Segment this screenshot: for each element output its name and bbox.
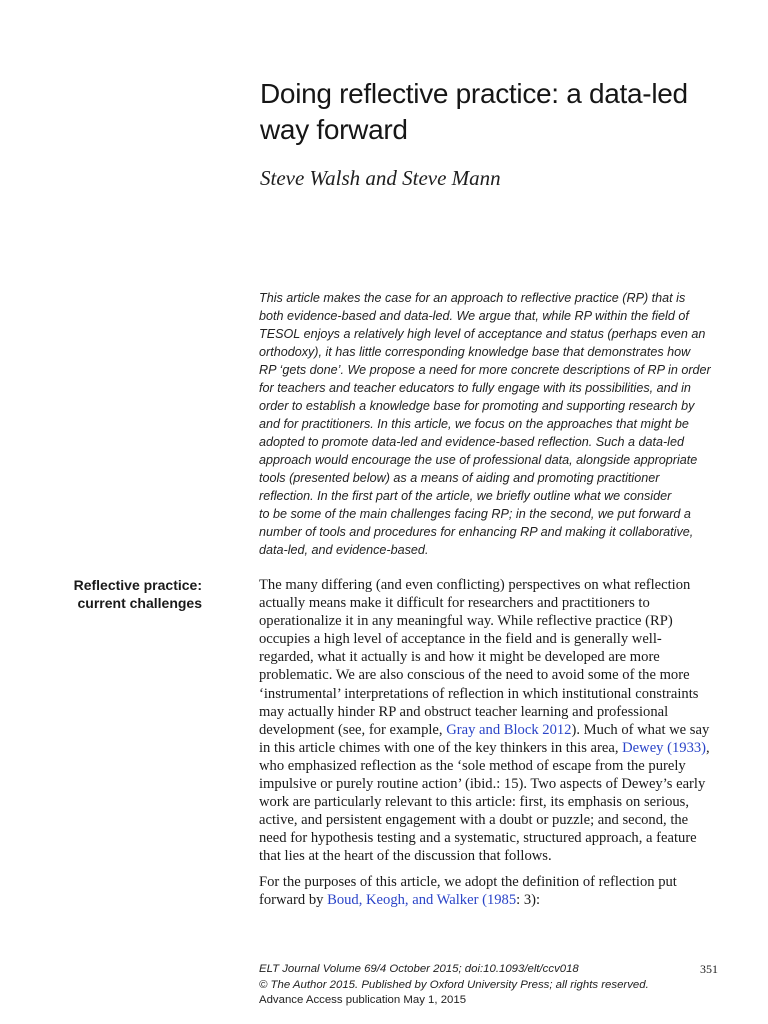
body-paragraph-1 [259, 576, 739, 866]
paragraph-line [259, 891, 739, 909]
abstract-line: approach would encourage the use of professional data, alongside appropriate [259, 453, 698, 467]
abstract-line: orthodoxy), it has little corresponding knowledge base that demonstrates how [259, 345, 691, 359]
abstract [259, 289, 739, 559]
abstract-line: and for practitioners. In this article, we focus on the approaches that might be [259, 417, 689, 431]
abstract-line: RP ‘gets done’. We propose a need for more concrete descriptions of RP in order [259, 363, 711, 377]
abstract-line: both evidence-based and data-led. We argue that, while RP within the field of [259, 309, 689, 323]
abstract-line: tools (presented below) as a means of aiding and promoting practitioner [259, 471, 660, 485]
paragraph-line: operationalize it in any meaningful way. While reflective practice (RP) [259, 613, 673, 630]
abstract-line: This article makes the case for an approach to reflective practice (RP) that is [259, 291, 686, 305]
text-run: , [706, 739, 710, 756]
journal-citation: ELT Journal Volume 69/4 October 2015; doi:10.1093/elt/ccv018 [259, 963, 579, 975]
paragraph-line: ‘instrumental’ interpretations of reflection in which institutional constraints [259, 685, 699, 702]
paragraph-line: impulsive or purely routine action’ (ibid.: 15). Two aspects of Dewey’s early [259, 776, 706, 793]
paragraph-line [259, 721, 739, 739]
text-run: forward by [259, 892, 328, 909]
citation-link-gray-block[interactable]: Gray and Block 2012 [446, 721, 572, 738]
paragraph-line: work are particularly relevant to this article: first, its emphasis on serious, [259, 794, 689, 811]
abstract-line: adopted to promote data-led and evidence-based reflection. Such a data-led [259, 435, 684, 449]
abstract-line: for teachers and teacher educators to fully engage with its possibilities, and in [259, 381, 691, 395]
text-run: : 3): [516, 892, 541, 909]
article-authors: Steve Walsh and Steve Mann [260, 166, 501, 190]
text-run: development (see, for example, [259, 721, 447, 738]
paragraph-line: that lies at the heart of the discussion that follows. [259, 848, 552, 865]
page-number: 351 [700, 962, 718, 976]
paragraph-line: problematic. We are also conscious of the need to avoid some of the more [259, 667, 690, 684]
paragraph-line: active, and persistent engagement with a doubt or puzzle; and second, the [259, 812, 689, 829]
paragraph-line: The many differing (and even conflicting) perspectives on what reflection [259, 577, 691, 593]
page-footer [259, 962, 719, 1009]
article-title: Doing reflective practice: a data-led way forward [260, 78, 688, 145]
paragraph-line: may actually hinder RP and obstruct teacher learning and professional [259, 703, 669, 720]
copyright-notice: © The Author 2015. Published by Oxford University Press; all rights reserved. [259, 978, 649, 991]
abstract-line: TESOL enjoys a relatively high level of acceptance and status (perhaps even an [259, 327, 706, 341]
abstract-line: order to establish a knowledge base for promoting and supporting research by [259, 399, 695, 413]
abstract-line: number of tools and procedures for enhancing RP and making it collaborative, [259, 525, 694, 539]
paragraph-line: regarded, what it actually is and how it might be developed are more [259, 649, 660, 666]
text-run: in this article chimes with one of the key thinkers in this area, [259, 739, 623, 756]
citation-link-dewey[interactable]: Dewey (1933) [622, 739, 707, 756]
paragraph-line: For the purposes of this article, we adopt the definition of reflection put [259, 874, 677, 890]
paragraph-line: need for hypothesis testing and a systematic, structured approach, a feature [259, 830, 697, 847]
abstract-line: to be some of the main challenges facing RP; in the second, we put forward a [259, 507, 691, 521]
abstract-line: reflection. In the first part of the article, we briefly outline what we consider [259, 489, 672, 503]
text-run: ). Much of what we say [571, 721, 710, 738]
section-heading [30, 576, 202, 612]
paragraph-line: who emphasized reflection as the ‘sole method of escape from the purely [259, 757, 686, 774]
section-heading-line-2: current challenges [77, 595, 202, 611]
body-paragraph-2 [259, 873, 739, 909]
citation-link-boud-keogh-walker[interactable]: Boud, Keogh, and Walker (1985 [327, 892, 517, 909]
paragraph-line: occupies a high level of acceptance in the field and is generally well- [259, 631, 662, 648]
paragraph-line [259, 739, 739, 757]
advance-access-note: Advance Access publication May 1, 2015 [259, 994, 467, 1007]
paragraph-line: actually means make it difficult for researchers and practitioners to [259, 595, 650, 612]
abstract-line: data-led, and evidence-based. [259, 543, 429, 557]
section-heading-line-1: Reflective practice: [73, 577, 202, 593]
